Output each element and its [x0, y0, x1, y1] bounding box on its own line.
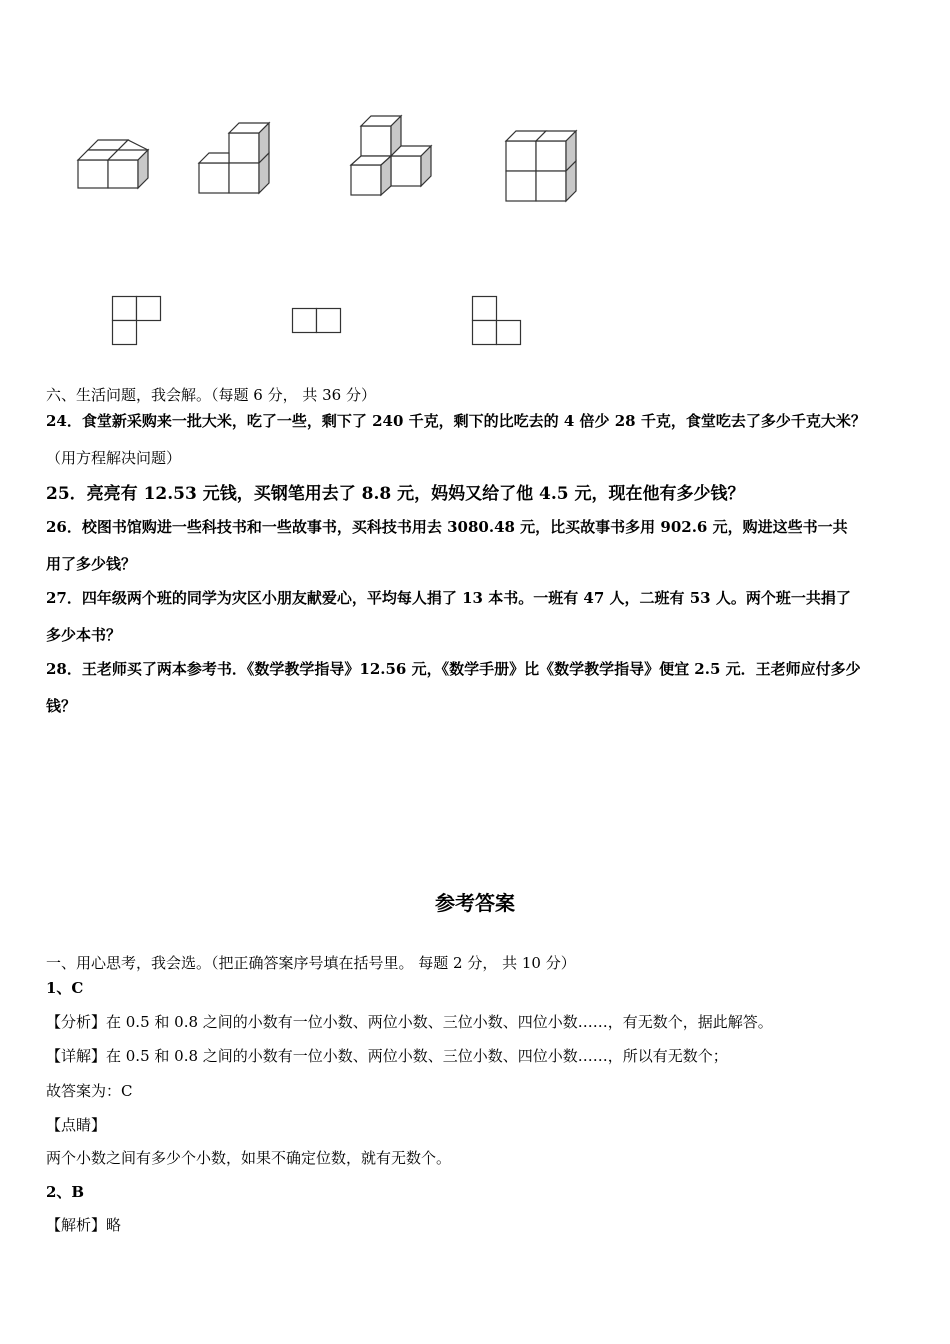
solid-figure-2: [192, 115, 282, 205]
view-figure-1: [112, 296, 164, 348]
question-25: 25．亮亮有 12.53 元钱，买钢笔用去了 8.8 元，妈妈又给了他 4.5 元，现在他有多少钱？: [46, 484, 745, 504]
solid-figure-3: [345, 108, 445, 208]
answer-1-tip-label: 【点睛】: [46, 1116, 107, 1134]
answers-title: 参考答案: [435, 891, 515, 915]
view-figure-3: [472, 296, 524, 348]
question-26-line2: 用了多少钱？: [46, 555, 137, 573]
question-28-line2: 钱？: [46, 697, 77, 715]
answer-2-analysis: 【解析】略: [46, 1216, 122, 1234]
answer-1-detail: 【详解】在 0.5 和 0.8 之间的小数有一位小数、两位小数、三位小数、四位小数……，所以有无数个；: [46, 1047, 728, 1065]
answer-1-final: 故答案为：C: [46, 1082, 133, 1100]
answer-2: 2、B: [46, 1183, 85, 1201]
question-26-line1: 26．校图书馆购进一些科技书和一些故事书，买科技书用去 3080.48 元，比买故事书多用 902.6 元，购进这些书一共: [46, 518, 848, 536]
question-27-line2: 多少本书？: [46, 626, 122, 644]
question-24-line1: 24．食堂新采购来一批大米，吃了一些，剩下了 240 千克，剩下的比吃去的 4 倍少 28 千克，食堂吃去了多少千克大米？: [46, 412, 866, 430]
solid-figure-4: [500, 125, 590, 210]
question-24-line2: （用方程解决问题）: [46, 449, 182, 467]
question-28-line1: 28．王老师买了两本参考书．《数学教学指导》12.56 元，《数学手册》比《数学教学指导》便宜 2.5 元．王老师应付多少: [46, 660, 861, 678]
answers-section1-heading: 一、用心思考，我会选。（把正确答案序号填在括号里。 每题 2 分， 共 10 分）: [46, 954, 576, 972]
section6-heading: 六、生活问题，我会解。（每题 6 分， 共 36 分）: [46, 386, 376, 404]
answer-1-analysis: 【分析】在 0.5 和 0.8 之间的小数有一位小数、两位小数、三位小数、四位小数……，有无数个，据此解答。: [46, 1013, 773, 1031]
solid-figure-1: [70, 130, 160, 200]
view-figure-2: [292, 308, 344, 336]
answer-1: 1、C: [46, 979, 84, 997]
answer-1-tip: 两个小数之间有多少个小数，如果不确定位数，就有无数个。: [46, 1149, 452, 1167]
question-27-line1: 27．四年级两个班的同学为灾区小朋友献爱心，平均每人捐了 13 本书。一班有 47 人，二班有 53 人。两个班一共捐了: [46, 589, 851, 607]
